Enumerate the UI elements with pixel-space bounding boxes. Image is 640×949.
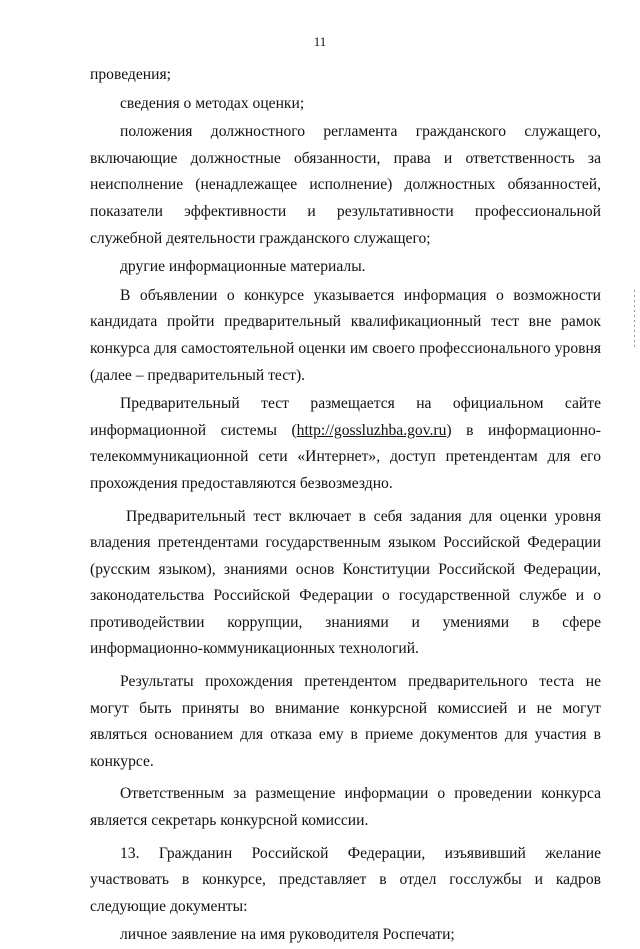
paragraph-test-location xyxy=(90,391,601,497)
paragraph-assessment-methods: сведения о методах оценки; xyxy=(120,94,305,112)
scan-edge-mark xyxy=(634,290,635,350)
paragraph-personal-application: личное заявление на имя руководителя Роспечати; xyxy=(120,926,455,944)
paragraph-conduct: проведения; xyxy=(90,66,171,83)
page-number: 11 xyxy=(313,34,327,49)
paragraph-other-materials: другие информационные материалы. xyxy=(120,258,366,276)
paragraph-responsible-person: Ответственным за размещение информации о проведении конкурса является секретарь конкурсной комиссии. xyxy=(90,785,601,830)
paragraph-test-results: Результаты прохождения претендентом предварительного теста не могут быть приняты во внимание конкурсной комиссией и не могут являться основанием для отказа ему в приеме документов для участия в конкурсе. xyxy=(90,673,601,770)
paragraph-test-content: Предварительный тест включает в себя задания для оценки уровня владения претендентами государственным языком Российской Федерации (русским языком), знаниями основ Конституции Российской Федерации, законодательства Российской Федерации о государственной службе и о противодействии коррупции, знаниями и умениями в сфере информационно-коммуникационных технологий. xyxy=(90,507,601,658)
gossluzhba-link[interactable]: http://gossluzhba.gov.ru xyxy=(296,421,447,439)
paragraph-item-13: 13. Гражданин Российской Федерации, изъявивший желание участвовать в конкурсе, представляет в отдел госслужбы и кадров следующие документы: xyxy=(90,844,601,915)
paragraph-job-regulations: положения должностного регламента гражданского служащего, включающие должностные обязанности, права и ответственность за неисполнение (ненадлежащее исполнение) должностных обязанностей, показатели эффективности и результативности профессиональной служебной деятельности гражданского служащего; xyxy=(90,123,601,247)
test-location-text-after: ) в информационно-телекоммуникационной сети «Интернет», доступ претендентам для его прохождения предоставляются безвозмездно. xyxy=(90,421,601,492)
paragraph-preliminary-test-info: В объявлении о конкурсе указывается информация о возможности кандидата пройти предварительный квалификационный тест вне рамок конкурса для самостоятельной оценки им своего профессионального уровня (далее – предварительный тест). xyxy=(90,286,601,384)
test-location-text-before: Предварительный тест размещается на официальном сайте информационной системы ( xyxy=(90,395,601,439)
document-body xyxy=(90,62,601,949)
